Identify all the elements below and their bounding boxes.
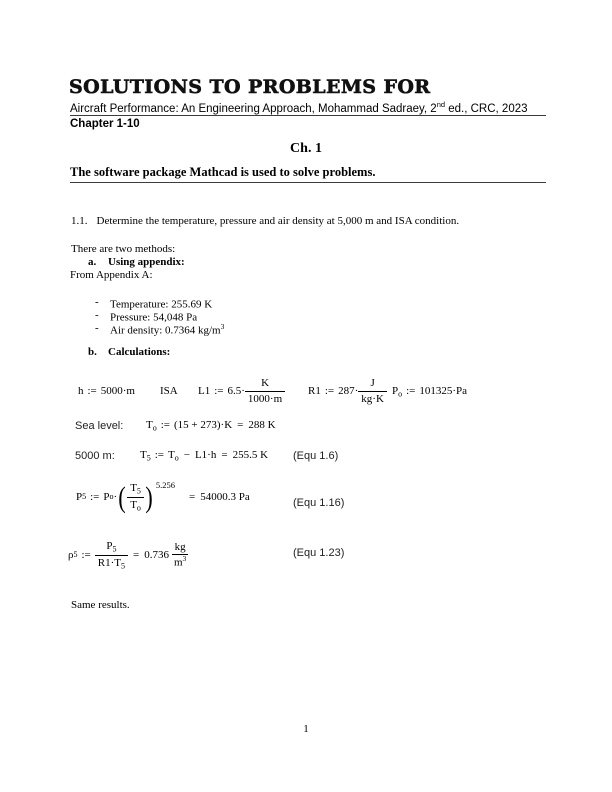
- bullet-dash: -: [95, 322, 99, 334]
- bullet-text: Air density: 0.7364 kg/m: [110, 324, 221, 337]
- assign-op: :=: [160, 419, 170, 431]
- note-divider: [70, 182, 546, 184]
- mathcad-def-l1: [198, 377, 285, 405]
- bullet-dash: -: [95, 296, 99, 308]
- assign-op: :=: [81, 549, 91, 561]
- equals-op: =: [189, 491, 196, 503]
- var-rho5: ρ: [68, 549, 74, 561]
- equals-op: =: [221, 449, 228, 461]
- close-paren: ): [145, 480, 153, 514]
- var-po-ref: P: [103, 491, 110, 503]
- unit-denominator: [172, 554, 188, 569]
- problem-text: Determine the temperature, pressure and air density at 5,000 m and ISA condition.: [96, 215, 460, 227]
- method-b-title: Calculations:: [108, 346, 171, 358]
- result-t0: 288 K: [248, 419, 276, 431]
- chapter-range: Chapter 1-10: [70, 117, 140, 130]
- var-t0-den-subscript: o: [136, 503, 141, 512]
- equals-op: =: [237, 419, 244, 431]
- var-t0-ref-subscript: o: [174, 453, 179, 463]
- term-r1t5: R1·T: [97, 556, 121, 569]
- list-item: [110, 322, 224, 337]
- var-po: P: [392, 385, 399, 397]
- expression-t0: (15 + 273)·K: [174, 419, 233, 431]
- document-subtitle: [70, 100, 528, 115]
- exponent: 5.256: [155, 480, 176, 490]
- term-r1t5-subscript: 5: [121, 561, 125, 570]
- coef-l1: 6.5·: [227, 385, 245, 398]
- bullet-dash: -: [95, 309, 99, 321]
- isa-label: ISA: [160, 385, 178, 397]
- method-b-label: b.: [88, 346, 97, 358]
- fraction-denominator: 1000·m: [245, 391, 285, 406]
- open-paren: (: [118, 480, 126, 514]
- equation-reference: (Equ 1.16): [293, 497, 345, 509]
- equals-op: =: [133, 549, 140, 561]
- assign-op: :=: [154, 449, 164, 461]
- var-p5-num: P: [106, 540, 113, 552]
- var-t0: T: [146, 419, 153, 431]
- equation-reference: (Equ 1.23): [293, 547, 345, 559]
- fraction-denominator: kg·K: [358, 391, 387, 406]
- altitude-label: 5000 m:: [75, 450, 115, 462]
- minus-op: −: [183, 449, 190, 461]
- var-p5-num-subscript: 5: [112, 544, 117, 554]
- method-a-title: Using appendix:: [108, 256, 185, 268]
- fraction-denominator: [127, 497, 144, 513]
- var-p5: P: [76, 491, 83, 503]
- var-r1: R1: [308, 385, 321, 398]
- unit-fraction: [172, 541, 188, 569]
- result-rho5: 0.736: [144, 549, 169, 561]
- header-divider: [70, 115, 546, 117]
- fraction-denominator: [95, 555, 128, 571]
- fraction: [95, 540, 128, 570]
- page-number: 1: [303, 723, 309, 735]
- times-op: ·: [113, 491, 118, 503]
- unit-m: m: [173, 556, 183, 569]
- equation-rho5: [68, 540, 188, 570]
- fraction-numerator: K: [261, 377, 270, 389]
- chapter-heading: Ch. 1: [290, 141, 322, 156]
- bullet-sup: 3: [220, 322, 225, 331]
- assign-op: :=: [87, 385, 97, 397]
- mathcad-def-r1: [308, 377, 387, 405]
- methods-intro: There are two methods:: [71, 243, 176, 255]
- fraction: [358, 377, 387, 405]
- mathcad-def-po: [392, 385, 467, 399]
- fraction: [127, 482, 144, 512]
- subtitle-superscript: nd: [436, 100, 446, 109]
- var-po-ref-subscript: o: [109, 492, 114, 501]
- var-t0-den: T: [130, 498, 137, 511]
- equation-reference: (Equ 1.6): [293, 450, 339, 462]
- var-t5-subscript: 5: [146, 453, 151, 463]
- document-title: SOLUTIONS TO PROBLEMS FOR: [69, 76, 431, 98]
- var-po-subscript: o: [398, 389, 403, 399]
- mathcad-def-h: [78, 385, 135, 397]
- var-rho5-subscript: 5: [73, 550, 78, 559]
- assign-op: :=: [406, 385, 416, 397]
- var-t5-num-subscript: 5: [136, 486, 141, 496]
- unit-numerator: kg: [174, 541, 186, 554]
- var-h: h: [78, 385, 84, 397]
- var-l1: L1: [198, 385, 211, 398]
- term-l1h: L1·h: [194, 449, 217, 461]
- value-po: 101325·Pa: [419, 385, 468, 397]
- fraction-numerator: [127, 482, 144, 497]
- var-t0-ref: T: [168, 449, 175, 461]
- coef-r1: 287·: [338, 385, 359, 398]
- problem-number: 1.1.: [71, 215, 88, 227]
- equation-p5: [76, 482, 250, 512]
- appendix-line: From Appendix A:: [70, 269, 153, 281]
- equation-t5: [140, 449, 268, 463]
- var-t5-num: T: [130, 482, 137, 494]
- assign-op: :=: [324, 385, 335, 398]
- sea-level-label: Sea level:: [75, 420, 124, 432]
- closing-remark: Same results.: [71, 599, 130, 611]
- method-a-label: a.: [88, 256, 97, 268]
- result-t5: 255.5 K: [232, 449, 269, 461]
- assign-op: :=: [214, 385, 224, 398]
- fraction-numerator: [95, 540, 128, 555]
- bullet-text: Temperature: 255.69 K: [110, 298, 213, 311]
- var-t0-subscript: o: [152, 423, 157, 433]
- unit-exponent: 3: [182, 553, 187, 563]
- subtitle-tail: ed., CRC, 2023: [445, 102, 528, 115]
- value-h: 5000·m: [100, 385, 135, 397]
- result-p5: 54000.3 Pa: [200, 491, 250, 503]
- fraction: [245, 377, 285, 405]
- equation-t0: [146, 419, 276, 433]
- var-t5: T: [140, 449, 147, 461]
- var-p5-subscript: 5: [82, 492, 87, 501]
- mathcad-note: The software package Mathcad is used to solve problems.: [70, 165, 376, 179]
- assign-op: :=: [90, 491, 100, 503]
- subtitle-text: Aircraft Performance: An Engineering Approach, Mohammad Sadraey, 2: [70, 102, 437, 115]
- bullet-text: Pressure: 54,048 Pa: [110, 311, 198, 324]
- fraction-numerator: J: [370, 377, 375, 389]
- problem-statement: [71, 215, 459, 227]
